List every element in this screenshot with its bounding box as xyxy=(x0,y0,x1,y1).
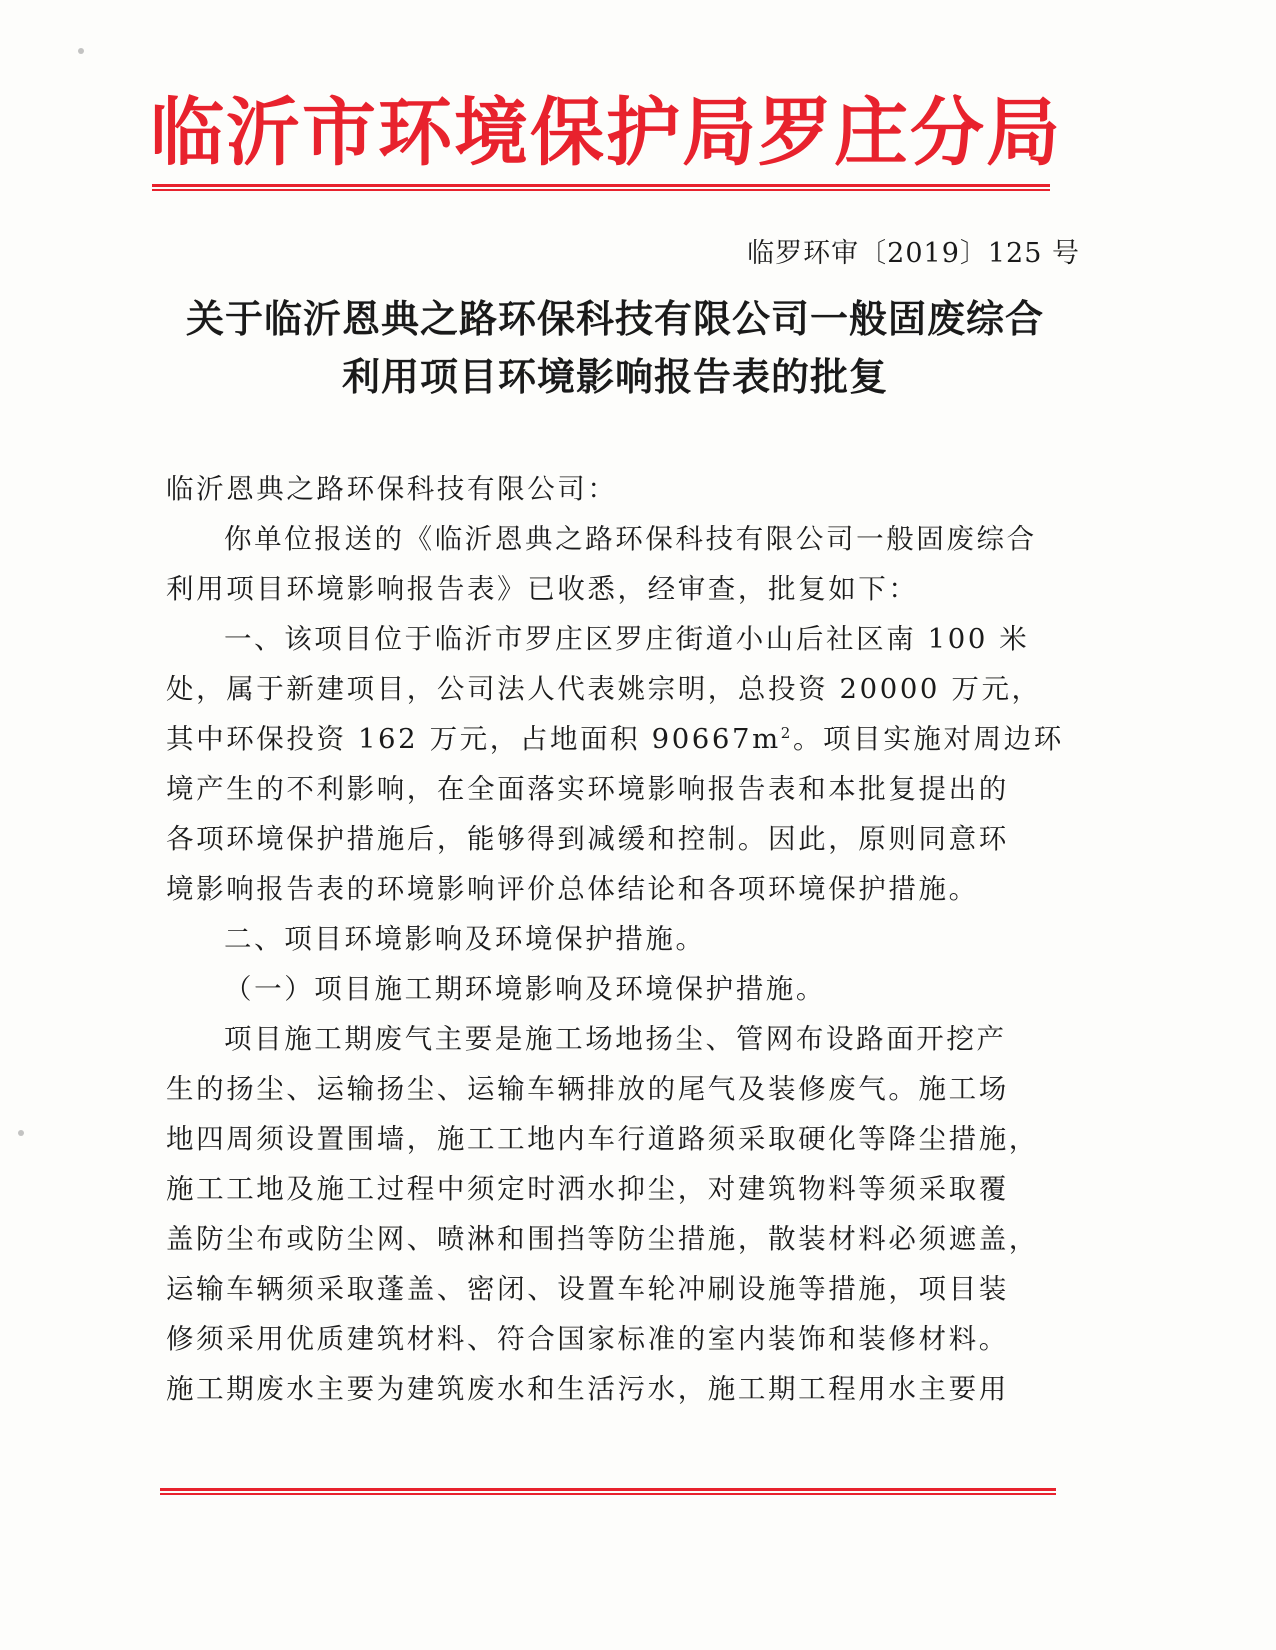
body-line: 境产生的不利影响，在全面落实环境影响报告表和本批复提出的 xyxy=(166,773,1009,805)
document-title xyxy=(160,290,1070,406)
body-line: 项目施工期废气主要是施工场地扬尘、管网布设路面开挖产 xyxy=(224,1023,1007,1055)
body-line: 各项环境保护措施后，能够得到减缓和控制。因此，原则同意环 xyxy=(166,823,1009,855)
body-line: 运输车辆须采取蓬盖、密闭、设置车轮冲刷设施等措施，项目装 xyxy=(166,1273,1009,1305)
masthead-divider xyxy=(152,184,1050,191)
masthead xyxy=(150,78,1062,188)
body-line: 一、该项目位于临沂市罗庄区罗庄街道小山后社区南 100 米 xyxy=(224,623,1030,655)
body-line: 施工工地及施工过程中须定时洒水抑尘，对建筑物料等须采取覆 xyxy=(166,1173,1009,1205)
subsection-heading: （一）项目施工期环境影响及环境保护措施。 xyxy=(224,973,826,1005)
masthead-title: 临沂市环境保护局罗庄分局 xyxy=(150,90,1062,176)
body-line xyxy=(166,714,1066,764)
document-body xyxy=(166,464,1066,1414)
body-line: 你单位报送的《临沂恩典之路环保科技有限公司一般固废综合 xyxy=(224,523,1037,555)
body-line: 生的扬尘、运输扬尘、运输车辆排放的尾气及装修废气。施工场 xyxy=(166,1073,1009,1105)
body-line-text: 。项目实施对周边环 xyxy=(792,723,1064,755)
document-number: 临罗环审〔2019〕125 号 xyxy=(747,238,1080,269)
body-line: 施工期废水主要为建筑废水和生活污水，施工期工程用水主要用 xyxy=(166,1373,1009,1405)
document-title-line: 关于临沂恩典之路环保科技有限公司一般固废综合 xyxy=(185,296,1044,341)
body-line: 盖防尘布或防尘网、喷淋和围挡等防尘措施，散装材料必须遮盖， xyxy=(166,1223,1039,1255)
addressee: 临沂恩典之路环保科技有限公司： xyxy=(166,473,618,505)
footer-divider xyxy=(160,1488,1056,1495)
body-line: 修须采用优质建筑材料、符合国家标准的室内装饰和装修材料。 xyxy=(166,1323,1009,1355)
document-title-line: 利用项目环境影响报告表的批复 xyxy=(341,354,888,399)
body-line-text: 其中环保投资 162 万元，占地面积 90667m xyxy=(166,723,781,755)
scan-speck xyxy=(18,1130,24,1136)
body-line: 利用项目环境影响报告表》已收悉，经审查，批复如下： xyxy=(166,573,919,605)
superscript: 2 xyxy=(780,723,793,742)
section-heading: 二、项目环境影响及环境保护措施。 xyxy=(224,923,706,955)
body-line: 境影响报告表的环境影响评价总体结论和各项环境保护措施。 xyxy=(166,873,979,905)
body-line: 处，属于新建项目，公司法人代表姚宗明，总投资 20000 万元， xyxy=(166,673,1042,705)
body-line: 地四周须设置围墙，施工工地内车行道路须采取硬化等降尘措施， xyxy=(166,1123,1039,1155)
scan-speck xyxy=(78,48,84,54)
